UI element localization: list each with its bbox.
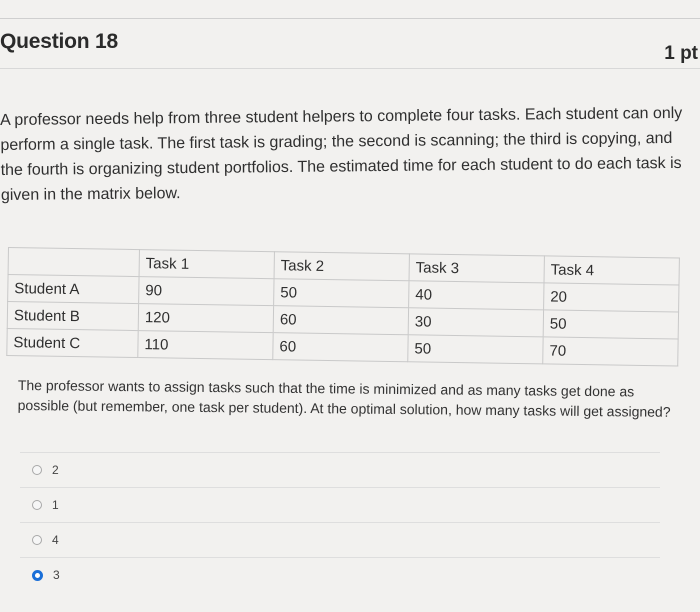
radio-icon[interactable] [32, 500, 42, 510]
table-cell: 120 [138, 304, 273, 333]
question-title: Question 18 [0, 30, 118, 53]
radio-icon[interactable] [32, 535, 42, 545]
table-cell: 30 [408, 308, 543, 337]
table-cell: 110 [138, 331, 273, 360]
question-prompt: A professor needs help from three student helpers to complete four tasks. Each student can only perform a single task. The first task is grading; the second is scanning; the third is copying, and the fourth is organizing student portfolios. The estimated time for each student to do each task is given in the matrix below. [0, 104, 683, 204]
top-divider [0, 18, 700, 19]
header-cell: Task 3 [409, 254, 544, 283]
header-cell: Task 1 [139, 250, 274, 279]
table-cell: 70 [543, 337, 678, 366]
answer-option-selected[interactable] [20, 557, 660, 592]
row-label: Student C [7, 328, 138, 357]
table-cell: 40 [409, 281, 544, 310]
radio-icon[interactable] [32, 465, 42, 475]
answer-option[interactable] [20, 452, 660, 487]
header-cell: Task 2 [274, 252, 409, 281]
table-cell: 50 [408, 335, 543, 364]
table-cell: 60 [273, 306, 408, 335]
row-label: Student A [8, 275, 139, 304]
table-cell: 20 [544, 283, 679, 312]
radio-selected-icon[interactable] [32, 570, 43, 581]
answer-label: 3 [53, 568, 60, 582]
table-cell: 50 [274, 279, 409, 308]
answer-label: 1 [52, 498, 59, 512]
question-followup: The professor wants to assign tasks such that the time is minimized and as many tasks get done as possible (but remember, one task per student). At the optimal solution, how many tasks will get assigned? [17, 376, 671, 420]
task-table [6, 247, 680, 367]
answer-label: 2 [52, 463, 59, 477]
task-matrix [6, 247, 680, 367]
header-cell [8, 248, 139, 277]
header-cell: Task 4 [544, 256, 679, 285]
answer-option[interactable] [20, 487, 660, 522]
row-label: Student B [7, 302, 138, 331]
answer-option[interactable] [20, 522, 660, 557]
answer-options [20, 452, 660, 592]
table-cell: 50 [543, 310, 678, 339]
answer-label: 4 [52, 533, 59, 547]
question-points: 1 pt [664, 43, 698, 64]
header-divider [0, 68, 700, 69]
table-cell: 90 [139, 277, 274, 306]
table-cell: 60 [273, 333, 408, 362]
